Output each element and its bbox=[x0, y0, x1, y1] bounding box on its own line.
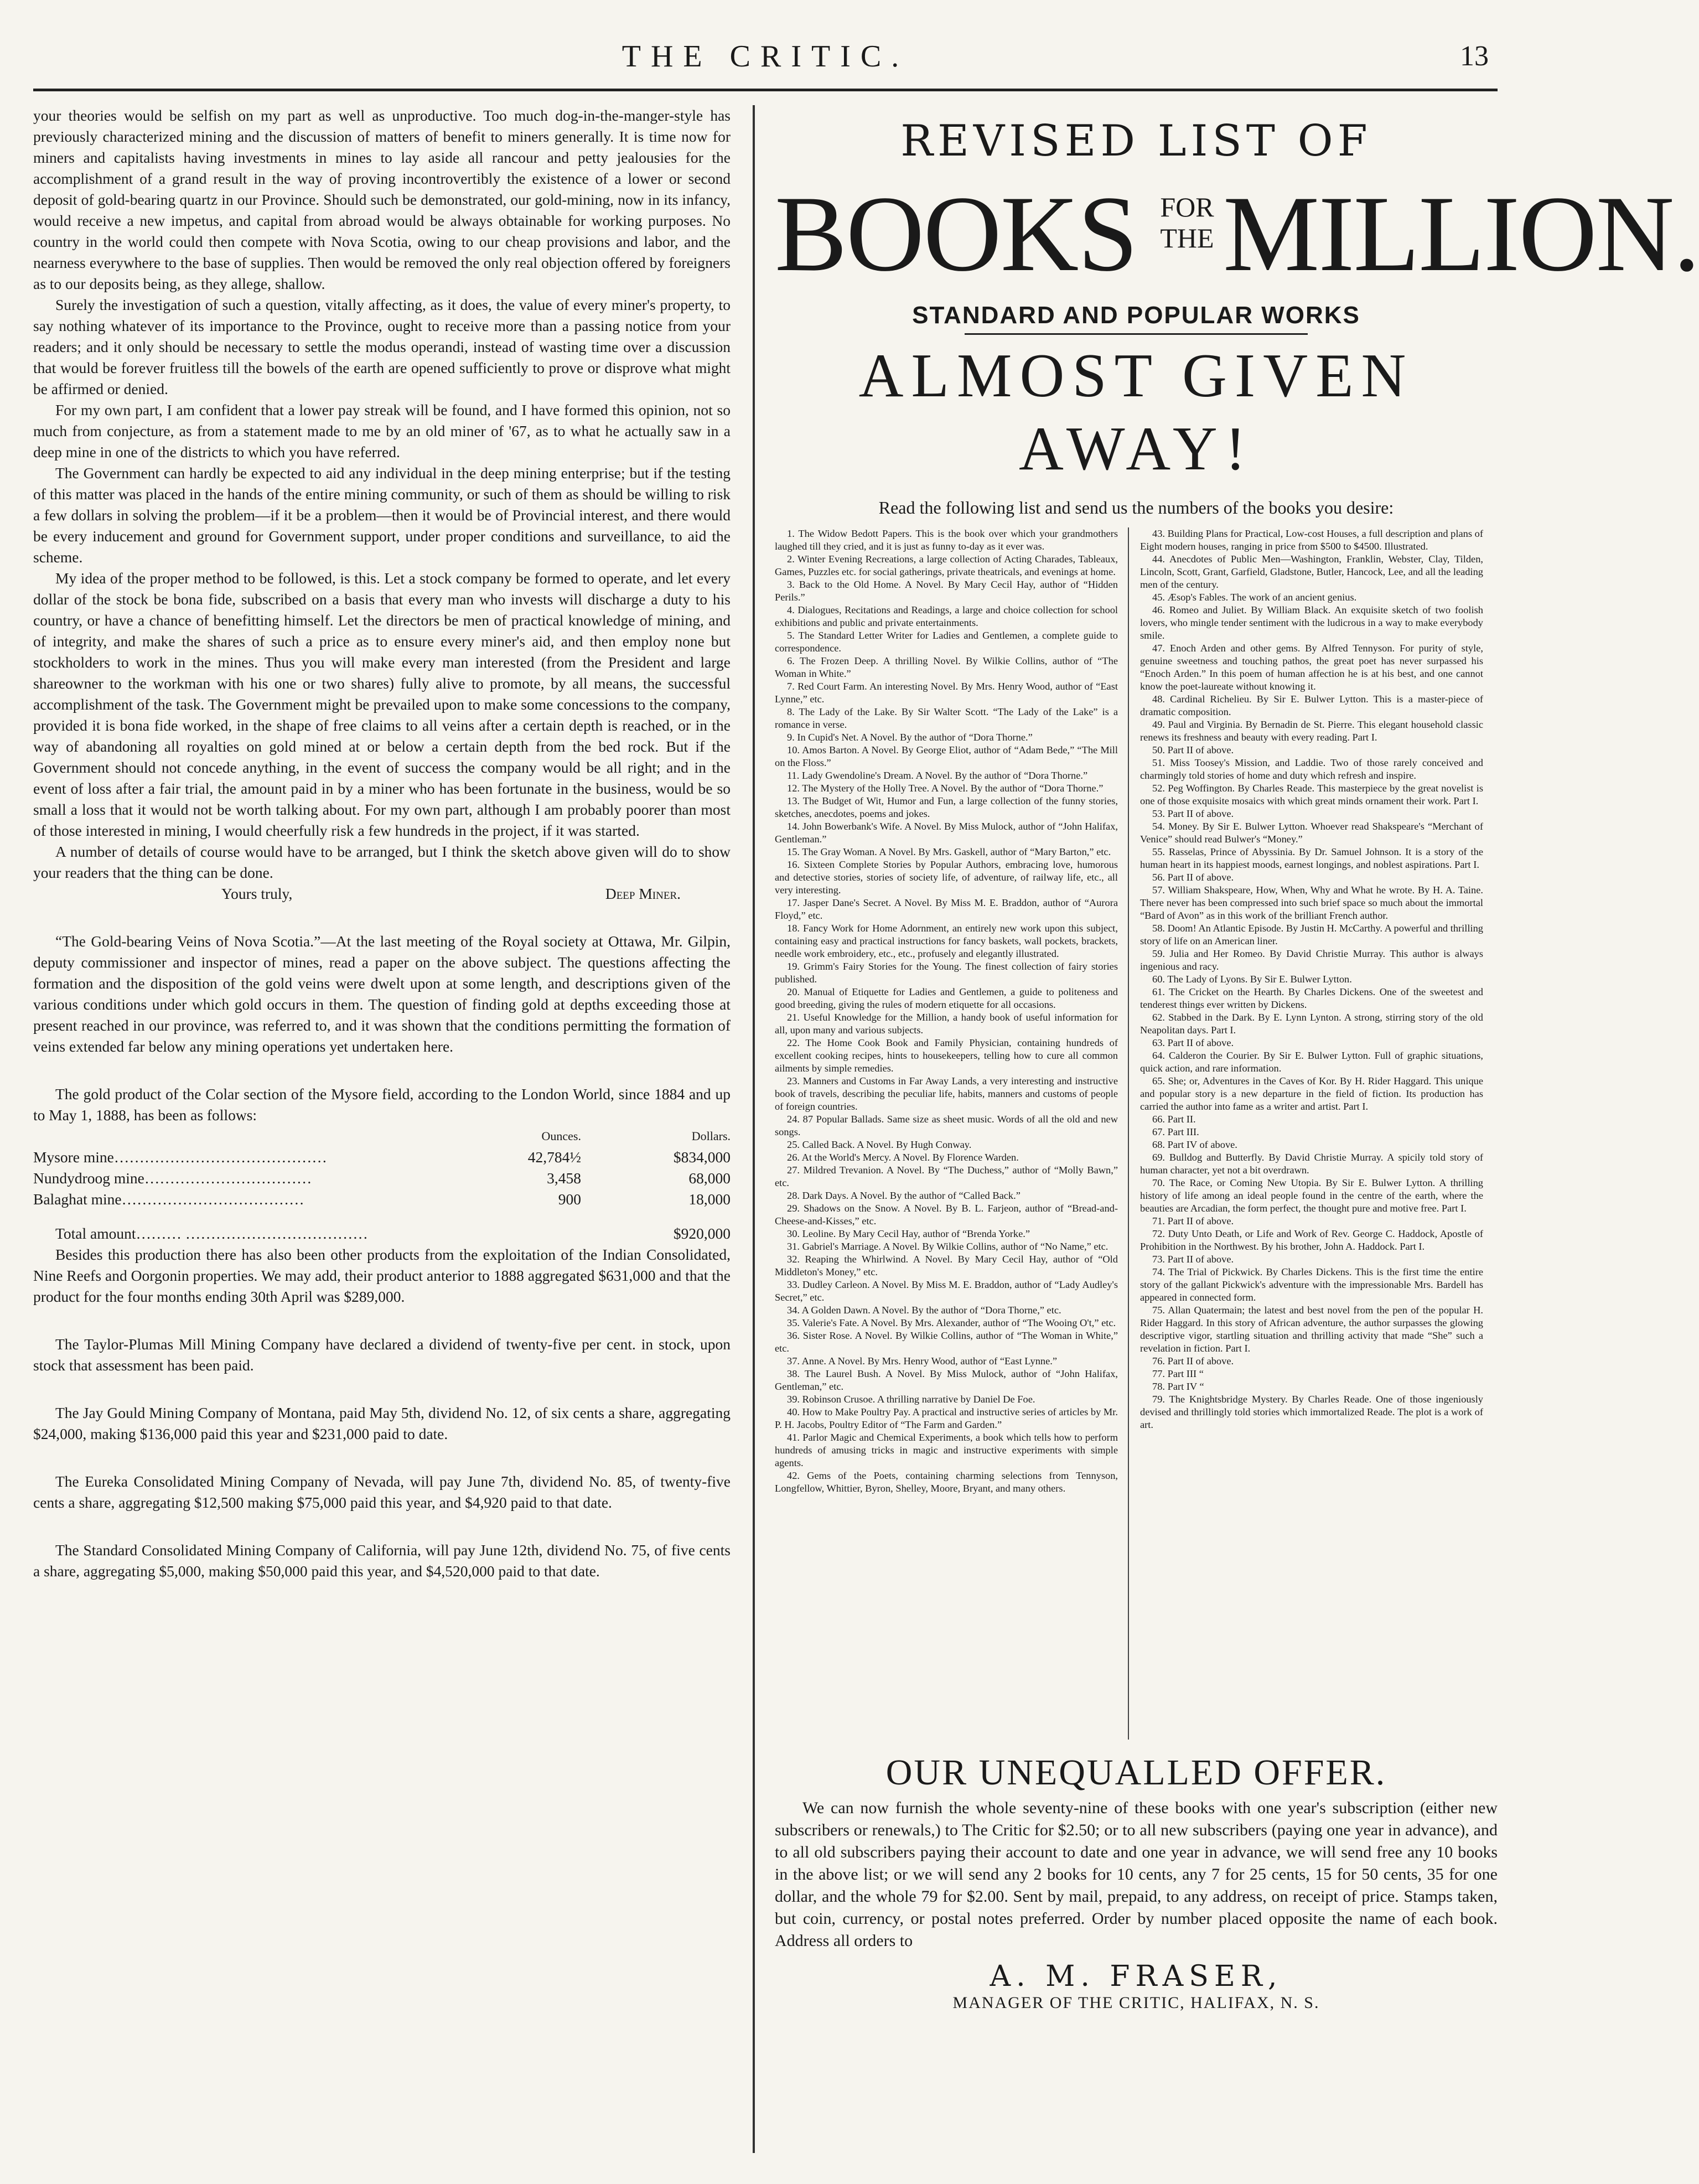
book-list-item: 15. The Gray Woman. A Novel. By Mrs. Gaskell, author of “Mary Barton,” etc. bbox=[787, 846, 1111, 857]
book-list-item: 34. A Golden Dawn. A Novel. By the author of “Dora Thorne,” etc. bbox=[787, 1305, 1061, 1316]
book-list-item: 47. Enoch Arden and other gems. By Alfred Tennyson. For purity of style, genuine sweetness and touching pathos, the great poet has never surpassed his “Enoch Arden.” In this poem of human affection he is at his best, and one cannot know the poet-laureate without knowing it. bbox=[1140, 643, 1483, 692]
book-list-item: 60. The Lady of Lyons. By Sir E. Bulwer Lytton. bbox=[1152, 974, 1352, 985]
letter-paragraph: your theories would be selfish on my part as well as unproductive. Too much dog-in-the-manger-style has previously characterized mining and the discussion of matters of benefit to miners generally. It is time now for miners and capitalists having investments in mines to lay aside all rancour and petty jealousies for the accomplishment of a grand result in the way of proving incontrovertibly the existence of a lower or second deposit of gold-bearing quartz in our Province. Should such be demonstrated, our gold-mining, now in its infancy, would receive a new impetus, and capital from abroad would be always obtainable for working purposes. No country in the world could then compete with Nova Scotia, owing to our cheap provisions and labor, and the nearness everywhere to the base of supplies. Then would be removed the only real objection offered by foreigners as to our deposits being, as they allege, shallow. bbox=[33, 107, 731, 292]
book-list-item: 58. Doom! An Atlantic Episode. By Justin H. McCarthy. A powerful and thrilling story of life on an American liner. bbox=[1140, 923, 1483, 946]
total-label: Total amount……… ……………………………… bbox=[55, 1225, 368, 1242]
book-list-item: 7. Red Court Farm. An interesting Novel. By Mrs. Henry Wood, author of “East Lynne,” etc. bbox=[775, 681, 1118, 705]
book-list-item: 35. Valerie's Fate. A Novel. By Mrs. Alexander, author of “The Wooing O't,” etc. bbox=[787, 1317, 1116, 1328]
book-list-item: 66. Part II. bbox=[1152, 1114, 1196, 1125]
page-number: 13 bbox=[1460, 40, 1489, 72]
book-list-item: 64. Calderon the Courier. By Sir E. Bulwer Lytton. Full of graphic situations, quick action, and rare information. bbox=[1140, 1050, 1483, 1074]
masthead bbox=[33, 22, 1498, 91]
left-column bbox=[33, 105, 731, 1582]
book-list-item: 33. Dudley Carleon. A Novel. By Miss M. E. Braddon, author of “Lady Audley's Secret,” etc. bbox=[775, 1279, 1118, 1303]
book-list-item: 75. Allan Quatermain; the latest and best novel from the pen of the popular H. Rider Haggard. In this story of African adventure, the author surpasses the glowing descriptive vigor, startling situation and thrilling activity that made “She” such a revelation in fiction. Part I. bbox=[1140, 1305, 1483, 1354]
book-list-item: 31. Gabriel's Marriage. A Novel. By Wilkie Collins, author of “No Name,” etc. bbox=[787, 1241, 1109, 1252]
book-list-item: 48. Cardinal Richelieu. By Sir E. Bulwer Lytton. This is a master-piece of dramatic composition. bbox=[1140, 694, 1483, 717]
offer-text: We can now furnish the whole seventy-nine of these books with one year's subscription (either new subscribers or renewals,) to The Critic for $2.50; or to all new subscribers (paying one year in advance), and to all old subscribers paying their account to date and one year in advance, we will send free any 10 books in the above list; or we will send any 2 books for 10 cents, any 7 for 25 cents, 15 for 50 cents, 35 for one dollar, and the whole 79 for $2.00. Sent by mail, prepaid, to any address, on receipt of price. Stamps taken, but coin, currency, or postal notes preferred. Order by number placed opposite the name of each book. Address all orders to bbox=[775, 1799, 1498, 1950]
divider bbox=[965, 333, 1308, 335]
table-header-row bbox=[33, 1126, 731, 1147]
book-list-item: 36. Sister Rose. A Novel. By Wilkie Collins, author of “The Woman in White,” etc. bbox=[775, 1330, 1118, 1354]
table-header-cell bbox=[33, 1126, 487, 1147]
book-list-item: 14. John Bowerbank's Wife. A Novel. By Miss Mulock, author of “John Halifax, Gentleman.” bbox=[775, 821, 1118, 845]
table-cell: 18,000 bbox=[688, 1191, 731, 1208]
read-instruction: Read the following list and send us the numbers of the books you desire: bbox=[878, 498, 1394, 517]
million-word: MILLION. bbox=[1223, 174, 1699, 294]
table-cell: 3,458 bbox=[547, 1169, 581, 1187]
standard-works-subheading: STANDARD AND POPULAR WORKS bbox=[912, 302, 1360, 329]
book-list-item: 69. Bulldog and Butterfly. By David Christie Murray. A spicily told story of human character, yet not a bit overdrawn. bbox=[1140, 1152, 1483, 1176]
book-list-item: 18. Fancy Work for Home Adornment, an entirely new work upon this subject, containing easy and practical instructions for fancy baskets, wall pockets, brackets, needle work embroidery, etc., etc., profusely and elegantly illustrated. bbox=[775, 923, 1118, 959]
book-list-item: 24. 87 Popular Ballads. Same size as sheet music. Words of all the old and new songs. bbox=[775, 1114, 1118, 1137]
book-list-item: 22. The Home Cook Book and Family Physician, containing hundreds of excellent cooking recipes, hints to housekeepers, telling how to cure all common ailments by simple remedies. bbox=[775, 1037, 1118, 1074]
table-header-cell: Ounces. bbox=[541, 1129, 581, 1143]
letter-paragraph: For my own part, I am confident that a lower pay streak will be found, and I have formed this opinion, not so much from conjecture, as from a statement made to me by an old miner of '67, as to what he actually saw in a deep mine in one of the districts to which you have referred. bbox=[33, 401, 731, 460]
book-list-item: 44. Anecdotes of Public Men—Washington, Franklin, Webster, Clay, Tilden, Lincoln, Scott, Grant, Garfield, Gladstone, Butler, Hancock, Lee, and all the leading men of the century. bbox=[1140, 553, 1483, 590]
book-list-item: 46. Romeo and Juliet. By William Black. An exquisite sketch of two foolish lovers, who mingle tender sentiment with the ludicrous in a way to make everybody smile. bbox=[1140, 604, 1483, 641]
book-list-item: 52. Peg Woffington. By Charles Reade. This masterpiece by the great novelist is one of those exquisite mosaics with which great minds ornament their work. Part I. bbox=[1140, 783, 1483, 806]
book-list-item: 40. How to Make Poultry Pay. A practical and instructive series of articles by Mr. P. H. Jacobs, Poultry Editor of “The Farm and Garden.” bbox=[775, 1406, 1118, 1430]
book-list-item: 53. Part II of above. bbox=[1152, 808, 1234, 819]
letter-signature bbox=[33, 883, 731, 904]
book-list-item: 59. Julia and Her Romeo. By David Christie Murray. This author is always ingenious and racy. bbox=[1140, 948, 1483, 972]
book-list-item: 74. The Trial of Pickwick. By Charles Dickens. This is the first time the entire story of the gallant Pickwick's adventure with the impressionable Mrs. Bardell has appeared in connected form. bbox=[1140, 1266, 1483, 1303]
book-list-item: 3. Back to the Old Home. A Novel. By Mary Cecil Hay, author of “Hidden Perils.” bbox=[775, 579, 1118, 603]
book-list-item: 50. Part II of above. bbox=[1152, 744, 1234, 755]
book-list-item: 71. Part II of above. bbox=[1152, 1215, 1234, 1226]
book-list-item: 19. Grimm's Fairy Stories for the Young. The finest collection of fairy stories published. bbox=[775, 961, 1118, 985]
for-word: FOR bbox=[1160, 192, 1214, 222]
book-list-item: 56. Part II of above. bbox=[1152, 872, 1234, 883]
masthead-title: THE CRITIC. bbox=[621, 39, 909, 74]
table-cell: 42,784½ bbox=[527, 1148, 581, 1166]
book-list-item: 43. Building Plans for Practical, Low-cost Houses, a full description and plans of Eight modern houses, ranging in price from $500 to $4500. Illustrated. bbox=[1140, 528, 1483, 552]
revised-list-heading: REVISED LIST OF bbox=[900, 116, 1372, 166]
book-list-item: 68. Part IV of above. bbox=[1152, 1139, 1237, 1150]
newspaper-page bbox=[33, 22, 1699, 2162]
column-divider bbox=[753, 105, 755, 2153]
signoff: Yours truly, bbox=[221, 885, 293, 902]
books-for-million-heading bbox=[775, 170, 1699, 298]
book-list-item: 29. Shadows on the Snow. A Novel. By B. L. Farjeon, author of “Bread-and-Cheese-and-Kisses,” etc. bbox=[775, 1203, 1118, 1226]
almost-given-away-heading: ALMOST GIVEN AWAY! bbox=[858, 341, 1414, 483]
book-list-column-a bbox=[775, 527, 1118, 1495]
book-list-item: 61. The Cricket on the Hearth. By Charles Dickens. One of the sweetest and tenderest things ever written by Dickens. bbox=[1140, 986, 1483, 1010]
book-list-item: 38. The Laurel Bush. A Novel. By Miss Mulock, author of “John Halifax, Gentleman,” etc. bbox=[775, 1368, 1118, 1392]
book-list-item: 62. Stabbed in the Dark. By E. Lynn Lynton. A strong, stirring story of the old Neapolitan days. Part I. bbox=[1140, 1012, 1483, 1036]
table-cell: Mysore mine…………………………………… bbox=[33, 1148, 327, 1166]
table-row bbox=[33, 1168, 731, 1189]
book-list-item: 37. Anne. A Novel. By Mrs. Henry Wood, author of “East Lynne.” bbox=[787, 1355, 1058, 1367]
letter-paragraph: Surely the investigation of such a question, vitally affecting, as it does, the value of every miner's property, to say nothing whatever of its importance to the Province, ought to receive more than a passing notice from your readers; and it only should be necessary to settle the modus operandi, instead of wasting time over a discussion that would be forever fruitless till the bowels of the earth are opened sufficiently to prove or disprove what might be affirmed or denied. bbox=[33, 296, 731, 397]
book-list-item: 13. The Budget of Wit, Humor and Fun, a large collection of the funny stories, sketches, anecdotes, poems and jokes. bbox=[775, 795, 1118, 819]
for-the-stack bbox=[1157, 192, 1218, 253]
offer-heading: OUR UNEQUALLED OFFER. bbox=[885, 1752, 1387, 1793]
book-list-item: 79. The Knightsbridge Mystery. By Charles Reade. One of those ingeniously devised and thrillingly told stories which immortalized Reade. The plot is a work of art. bbox=[1140, 1394, 1483, 1430]
table-cell: Balaghat mine……………………………… bbox=[33, 1191, 304, 1208]
book-list-item: 78. Part IV “ bbox=[1152, 1381, 1204, 1392]
book-list-item: 11. Lady Gwendoline's Dream. A Novel. By the author of “Dora Thorne.” bbox=[787, 770, 1088, 781]
dividend-item: The Jay Gould Mining Company of Montana, paid May 5th, dividend No. 12, of six cents a share, aggregating $24,000, making $136,000 paid this year and $231,000 paid to date. bbox=[33, 1404, 731, 1442]
book-list-item: 5. The Standard Letter Writer for Ladies and Gentlemen, a complete guide to correspondence. bbox=[775, 630, 1118, 654]
book-list-item: 70. The Race, or Coming New Utopia. By Sir E. Bulwer Lytton. A thrilling history of life among an ideal people found in the centre of the earth, where the beauties are Arcadian, the form perfect, the thought pure and motive free. Part I. bbox=[1140, 1177, 1483, 1214]
book-list-item: 23. Manners and Customs in Far Away Lands, a very interesting and instructive book of travels, describing the peculiar life, habits, manners and customs of people of foreign countries. bbox=[775, 1075, 1118, 1112]
book-list-item: 21. Useful Knowledge for the Million, a handy book of useful information for all, upon many and various subjects. bbox=[775, 1012, 1118, 1036]
table-total-row bbox=[33, 1223, 731, 1244]
book-list-item: 25. Called Back. A Novel. By Hugh Conway. bbox=[787, 1139, 972, 1150]
total-value: $920,000 bbox=[673, 1225, 731, 1242]
column-divider bbox=[1128, 527, 1129, 1740]
book-list-item: 9. In Cupid's Net. A Novel. By the author of “Dora Thorne.” bbox=[787, 732, 1033, 743]
book-list-item: 57. William Shakspeare, How, When, Why and What he wrote. By H. A. Taine. There never has been compressed into such brief space so much about the immortal “Bard of Avon” as in this work of the brilliant French author. bbox=[1140, 884, 1483, 921]
book-list-item: 77. Part III “ bbox=[1152, 1368, 1204, 1379]
book-list-item: 73. Part II of above. bbox=[1152, 1254, 1234, 1265]
book-list-item: 41. Parlor Magic and Chemical Experiments, a book which tells how to perform hundreds of amusing tricks in magic and instructive experiments with simple agents. bbox=[775, 1432, 1118, 1468]
book-list-item: 10. Amos Barton. A Novel. By George Eliot, author of “Adam Bede,” “The Mill on the Floss.” bbox=[775, 744, 1118, 768]
book-list-item: 54. Money. By Sir E. Bulwer Lytton. Whoever read Shakspeare's “Merchant of Venice” should read Bulwer's “Money.” bbox=[1140, 821, 1483, 845]
book-list-item: 63. Part II of above. bbox=[1152, 1037, 1234, 1048]
manager-title: MANAGER OF THE CRITIC, HALIFAX, N. S. bbox=[952, 1994, 1320, 2012]
dividend-item: The Taylor-Plumas Mill Mining Company have declared a dividend of twenty-five per cent. in stock, upon stock that assessment has been paid. bbox=[33, 1336, 731, 1374]
dividend-item: The Eureka Consolidated Mining Company of Nevada, will pay June 7th, dividend No. 85, of twenty-five cents a share, aggregating $12,500 making $75,000 paid this year, and $4,920 paid to that date. bbox=[33, 1473, 731, 1511]
dividend-item: The Standard Consolidated Mining Company of California, will pay June 12th, dividend No. 75, of five cents a share, aggregating $5,000, making $50,000 paid this year, and $4,520,000 paid to that date. bbox=[33, 1541, 731, 1580]
letter-paragraph: The Government can hardly be expected to aid any individual in the deep mining enterprise; but if the testing of this matter was placed in the hands of the entire mining community, or such of them as should be willing to risk a few dollars in solving the problem—if it be a problem—then it would be of Provincial interest, and there would be every inducement and ground for Government support, under proper conditions and surveillance, to aid the scheme. bbox=[33, 464, 731, 566]
book-list-item: 55. Rasselas, Prince of Abyssinia. By Dr. Samuel Johnson. It is a story of the human heart in its happiest moods, earnest longings, and noblest aspirations. Part I. bbox=[1140, 846, 1483, 870]
table-cell: Nundydroog mine…………………………… bbox=[33, 1169, 312, 1187]
table-cell: 68,000 bbox=[688, 1169, 731, 1187]
book-list-item: 2. Winter Evening Recreations, a large collection of Acting Charades, Tableaux, Games, Puzzles etc. for social gatherings, private theatricals, and evenings at home. bbox=[775, 553, 1118, 577]
colar-after: Besides this production there has also been other products from the exploitation of the Indian Consolidated, Nine Reefs and Oorgonin properties. We may add, their product anterior to 1888 aggregated $631,000 and that the product for the four months ending 30th April was $289,000. bbox=[33, 1246, 731, 1305]
book-list-item: 49. Paul and Virginia. By Bernadin de St. Pierre. This elegant household classic renews its freshness and beauty with every reading. Part I. bbox=[1140, 719, 1483, 743]
book-list-item: 26. At the World's Mercy. A Novel. By Florence Warden. bbox=[787, 1152, 1019, 1163]
book-list-item: 16. Sixteen Complete Stories by Popular Authors, embracing love, humorous and detective stories, stories of society life, of adventure, of railway life, etc., all very interesting. bbox=[775, 859, 1118, 896]
book-list-item: 27. Mildred Trevanion. A Novel. By “The Duchess,” author of “Molly Bawn,” etc. bbox=[775, 1165, 1118, 1188]
table-row bbox=[33, 1147, 731, 1168]
manager-name: A. M. FRASER, bbox=[990, 1960, 1283, 1993]
book-list-item: 72. Duty Unto Death, or Life and Work of Rev. George C. Haddock, Apostle of Prohibition in the Northwest. By his brother, John A. Haddock. Part I. bbox=[1140, 1228, 1483, 1252]
book-list-item: 30. Leoline. By Mary Cecil Hay, author of “Brenda Yorke.” bbox=[787, 1228, 1030, 1239]
book-list-item: 39. Robinson Crusoe. A thrilling narrative by Daniel De Foe. bbox=[787, 1394, 1035, 1405]
book-list-item: 42. Gems of the Poets, containing charming selections from Tennyson, Longfellow, Whittier, Byron, Shelley, Moore, Bryant, and many others. bbox=[775, 1470, 1118, 1494]
book-list-item: 76. Part II of above. bbox=[1152, 1355, 1234, 1367]
book-list-item: 65. She; or, Adventures in the Caves of Kor. By H. Rider Haggard. This unique and popular story is a new departure in the field of fiction. Its production has carried the author into fame as a writer and artist. Part I. bbox=[1140, 1075, 1483, 1112]
book-list-item: 6. The Frozen Deep. A thrilling Novel. By Wilkie Collins, author of “The Woman in White.” bbox=[775, 655, 1118, 679]
book-list-item: 8. The Lady of the Lake. By Sir Walter Scott. “The Lady of the Lake” is a romance in verse. bbox=[775, 706, 1118, 730]
book-list bbox=[775, 527, 1498, 1740]
book-list-item: 45. Æsop's Fables. The work of an ancient genius. bbox=[1152, 592, 1357, 603]
book-list-item: 67. Part III. bbox=[1152, 1126, 1199, 1137]
letter-paragraph: My idea of the proper method to be followed, is this. Let a stock company be formed to operate, and let every dollar of the stock be bona fide, subscribed on a basis that every man who invests will discharge a duty to his country, or have a chance of benefitting himself. Let the directors be men of practical knowledge of mining, and of integrity, and make the shares of such a price as to ensure every miner's aid, and then employ none but stockholders to work in the mines. Thus you will make every man interested (from the President and large shareowner to the workman with his one or two shares) fully alive to promote, by all means, the successful accomplishment of the task. The Government might be prevailed upon to make some concessions to the company, provided it is bona fide worked, in the shape of free claims to all veins after a certain depth is reached, or in the way of abandoning all royalties on gold mined at or below a certain depth from the bed rock. But if the Government should not concede anything, in the event of success the company would be all right; and in the event of loss after a fair trial, the amount paid in by a miner who has been fortunate in the business, would be so small a loss that it would not be worth talking about. For my own part, although I am probably poorer than most of those interested in mining, I would cheerfully risk a few hundreds in the project, if it was started. bbox=[33, 570, 731, 839]
book-list-item: 17. Jasper Dane's Secret. A Novel. By Miss M. E. Braddon, author of “Aurora Floyd,” etc. bbox=[775, 897, 1118, 921]
the-word: THE bbox=[1160, 222, 1214, 253]
book-list-item: 12. The Mystery of the Holly Tree. A Novel. By the author of “Dora Thorne.” bbox=[787, 783, 1104, 794]
gilpin-article: “The Gold-bearing Veins of Nova Scotia.”—At the last meeting of the Royal society at Ottawa, Mr. Gilpin, deputy commissioner and inspector of mines, read a paper on the above subject. The questions affecting the formation and the disposition of the gold veins were dwelt upon at some length, and descriptions given of the various conditions under which gold occurs in them. The question of finding gold at depths exceeding those at present reached in our province, was referred to, and it was shown that the conditions permitting the formation of veins extended far below any mining operations yet undertaken here. bbox=[33, 933, 731, 1055]
colar-gold-table bbox=[33, 1126, 731, 1244]
table-header-cell: Dollars. bbox=[691, 1129, 731, 1143]
book-list-item: 51. Miss Toosey's Mission, and Laddie. Two of those rarely conceived and charmingly told stories of home and duty which refresh and inspire. bbox=[1140, 757, 1483, 781]
table-row bbox=[33, 1189, 731, 1210]
book-list-item: 28. Dark Days. A Novel. By the author of “Called Back.” bbox=[787, 1190, 1021, 1201]
book-list-item: 1. The Widow Bedott Papers. This is the book over which your grandmothers laughed till they cried, and it is just as funny to-day as it ever was. bbox=[775, 528, 1118, 552]
colar-intro: The gold product of the Colar section of the Mysore field, according to the London World, since 1884 and up to May 1, 1888, has been as follows: bbox=[33, 1085, 731, 1124]
table-cell: $834,000 bbox=[673, 1148, 731, 1166]
right-column-advertisement bbox=[775, 105, 1699, 2153]
book-list-column-b bbox=[1140, 527, 1483, 1431]
book-list-item: 20. Manual of Etiquette for Ladies and Gentlemen, a guide to politeness and good breeding, giving the rules of modern etiquette for all occasions. bbox=[775, 986, 1118, 1010]
book-list-item: 4. Dialogues, Recitations and Readings, a large and choice collection for school exhibitions and public and private entertainments. bbox=[775, 604, 1118, 628]
signer: Deep Miner. bbox=[605, 885, 681, 902]
table-cell: 900 bbox=[558, 1191, 581, 1208]
book-list-item: 32. Reaping the Whirlwind. A Novel. By Mary Cecil Hay, author of “Old Middleton's Money,” etc. bbox=[775, 1254, 1118, 1277]
books-word: BOOKS bbox=[775, 174, 1137, 294]
letter-paragraph: A number of details of course would have to be arranged, but I think the sketch above given will do to show your readers that the thing can be done. bbox=[33, 843, 731, 881]
